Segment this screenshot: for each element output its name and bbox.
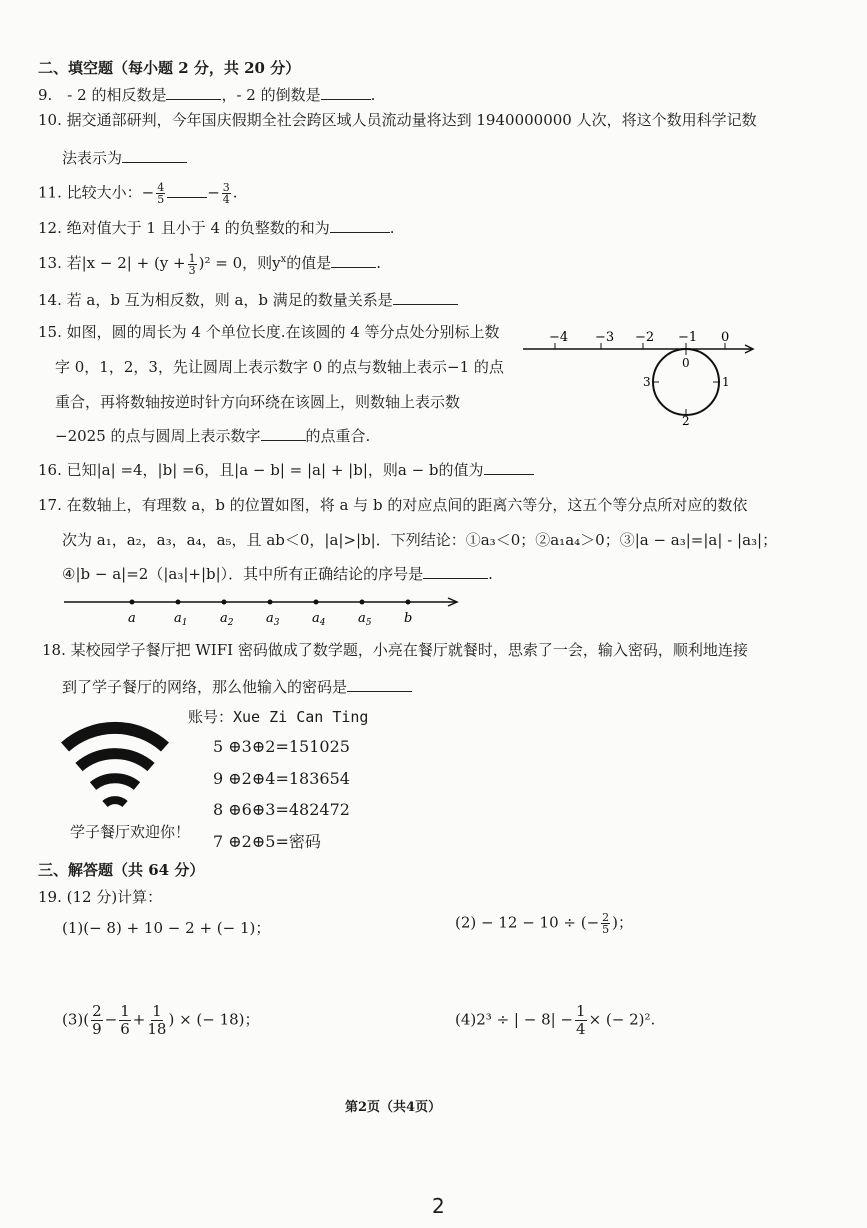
q15-text: −2025 的点与圆周上表示数字	[55, 427, 261, 445]
numerator: 1	[576, 1002, 586, 1020]
numerator: 2	[92, 1002, 102, 1020]
fraction	[119, 1003, 131, 1038]
point	[130, 600, 135, 605]
question-17-line1: 17. 在数轴上，有理数 a，b 的位置如图，将 a 与 b 的对应点间的距离六等分，这五个等分点所对应的数依	[38, 496, 748, 514]
number-line-figure-17	[60, 592, 470, 628]
tick-label: −1	[678, 330, 698, 345]
point-label: $a_5$	[358, 611, 372, 628]
numerator: 1	[152, 1002, 162, 1020]
numerator: 4	[157, 181, 165, 194]
calc-text: (2) − 12 − 10 ÷ (−	[455, 913, 600, 932]
q12-text: 12. 绝对值大于 1 且小于 4 的负整数的和为	[38, 219, 330, 237]
answer-blank	[393, 290, 458, 305]
question-15-line1: 15. 如图，圆的周长为 4 个单位长度.在该圆的 4 等分点处分别标上数	[38, 323, 500, 341]
point	[176, 600, 181, 605]
wifi-arc	[105, 800, 125, 804]
question-10-line1: 10. 据交通部研判，今年国庆假期全社会跨区域人员流动量将达到 1940000000 人次，将这个数用科学记数	[38, 111, 757, 129]
wifi-row: 5 ⊕3⊕2=151025	[213, 737, 350, 756]
question-13	[38, 250, 381, 276]
q11-end: .	[232, 183, 238, 202]
numerator: 2	[602, 911, 610, 924]
wifi-arc	[93, 778, 137, 786]
numerator: 1	[120, 1002, 130, 1020]
fraction	[222, 182, 231, 205]
calc-text: (3)(	[62, 1010, 90, 1029]
answer-blank	[167, 183, 207, 198]
denominator: 3	[188, 263, 196, 277]
q10-text: 法表示为	[62, 149, 123, 167]
q17-text: ④|b − a|=2（|a₃|+|b|）．其中所有正确结论的序号是	[62, 565, 424, 583]
q13-end: 的值是	[286, 254, 332, 272]
point	[222, 600, 227, 605]
calc-1: (1)(− 8) + 10 − 2 + (− 1)；	[62, 919, 271, 937]
calc-4	[455, 1003, 655, 1043]
q11-mid: −	[207, 183, 220, 202]
tick-label: −2	[635, 330, 655, 345]
q14-text: 14. 若 a，b 互为相反数，则 a，b 满足的数量关系是	[38, 291, 393, 309]
answer-blank	[122, 148, 187, 163]
point-label: $a_2$	[220, 611, 234, 628]
question-15-line3: 重合，再将数轴按逆时针方向环绕在该圆上，则数轴上表示数	[55, 393, 461, 411]
answer-blank	[166, 85, 221, 100]
fraction	[147, 1003, 166, 1038]
denominator: 5	[602, 923, 610, 936]
question-17-line3	[62, 564, 493, 584]
denominator: 18	[147, 1020, 167, 1038]
wifi-account: 账号：Xue Zi Can Ting	[188, 708, 369, 726]
operator: +	[132, 1010, 146, 1029]
denominator: 5	[157, 193, 165, 206]
calc-text: × (− 2)².	[588, 1010, 656, 1029]
question-14	[38, 290, 458, 310]
q15-end: 的点重合.	[305, 427, 371, 445]
denominator: 4	[576, 1020, 586, 1038]
tick-label: −3	[595, 330, 615, 345]
wifi-arc	[79, 754, 151, 767]
points	[128, 600, 412, 629]
denominator: 6	[120, 1020, 130, 1038]
question-17-line2: 次为 a₁，a₂，a₃，a₄，a₅，且 ab＜0，|a|>|b|．下列结论：①a₃＜0；②a₁a₄＞0；③|a − a₃|=|a| - |a₃|；	[62, 531, 778, 549]
fraction	[91, 1003, 103, 1038]
point-label: a	[128, 611, 136, 626]
wifi-row: 9 ⊕2⊕4=183654	[213, 769, 350, 788]
page-footer: 第2页（共4页）	[345, 1100, 442, 1115]
section-title-fill-blank: 二、填空题（每小题 2 分，共 20 分）	[38, 59, 301, 77]
point-label: b	[404, 611, 413, 626]
q13-text: 13. 若|x − 2| + (y +	[38, 254, 186, 272]
q9-mid: ，- 2 的倒数是	[221, 86, 321, 104]
wifi-welcome: 学子餐厅欢迎你！	[70, 823, 191, 841]
wifi-icon	[55, 712, 175, 812]
wifi-row: 7 ⊕2⊕5=密码	[213, 832, 321, 851]
calc-2	[455, 912, 633, 940]
q17-end: .	[488, 565, 493, 583]
fraction	[575, 1003, 587, 1038]
wifi-arc	[65, 728, 165, 747]
q11-text: 11. 比较大小：−	[38, 183, 155, 202]
point-label: $a_1$	[174, 611, 188, 628]
question-18-line1: 18. 某校园学子餐厅把 WIFI 密码做成了数学题，小亮在餐厅就餐时，思索了一会，输入密码，顺利地连接	[42, 641, 748, 659]
number-line-circle-figure	[515, 325, 765, 425]
tick-label: −4	[549, 330, 569, 345]
wifi-row: 8 ⊕6⊕3=482472	[213, 800, 350, 819]
circle-label: 0	[682, 356, 690, 370]
tick-label: 0	[721, 330, 730, 345]
point	[360, 600, 365, 605]
numerator: 1	[188, 251, 196, 265]
circle-label: 1	[722, 375, 730, 389]
answer-blank	[331, 253, 376, 268]
q13-sup: x	[280, 254, 287, 265]
denominator: 9	[92, 1020, 102, 1038]
numerator: 3	[222, 181, 230, 194]
answer-blank	[484, 460, 534, 475]
page-number: 2	[432, 1194, 445, 1218]
calc-text: (4)2³ ÷ | − 8| −	[455, 1010, 574, 1029]
question-11	[38, 182, 238, 210]
point	[314, 600, 319, 605]
answer-blank	[261, 426, 306, 441]
calc-text: ) × (− 18)；	[168, 1010, 260, 1029]
denominator: 4	[222, 193, 230, 206]
q12-end: .	[389, 219, 395, 237]
question-19: 19. (12 分)计算：	[38, 888, 163, 906]
operator: −	[104, 1010, 118, 1029]
circle-label: 2	[682, 414, 690, 425]
answer-blank	[423, 564, 488, 579]
point-label: $a_4$	[312, 611, 326, 628]
fraction	[601, 912, 610, 935]
fraction	[188, 253, 197, 276]
point	[406, 600, 411, 605]
circle-label: 3	[643, 375, 651, 389]
q9-text: 9. - 2 的相反数是	[38, 86, 167, 104]
answer-blank	[330, 218, 390, 233]
calc-3	[62, 1003, 260, 1043]
q16-text: 16. 已知|a| =4，|b| =6，且|a − b| = |a| + |b|，则a − b的值为	[38, 461, 484, 479]
calc-text: )；	[612, 913, 634, 932]
q9-end: .	[370, 86, 376, 104]
question-18-line2	[62, 677, 412, 697]
answer-blank	[321, 85, 371, 100]
point-label: $a_3$	[266, 611, 280, 628]
q13-tail: .	[376, 254, 382, 272]
question-15-line2: 字 0，1，2，3，先让圆周上表示数字 0 的点与数轴上表示−1 的点	[55, 358, 504, 376]
q13-mid: )² = 0，则y	[198, 254, 281, 272]
question-15-line4	[55, 426, 370, 446]
question-16	[38, 460, 534, 480]
point	[268, 600, 273, 605]
fraction	[156, 182, 165, 205]
question-12	[38, 218, 395, 238]
q18-text: 到了学子餐厅的网络，那么他输入的密码是	[62, 678, 348, 696]
answer-blank	[347, 677, 412, 692]
question-10-line2	[62, 148, 187, 168]
question-9	[38, 85, 375, 105]
section-title-answer: 三、解答题（共 64 分）	[38, 861, 205, 879]
